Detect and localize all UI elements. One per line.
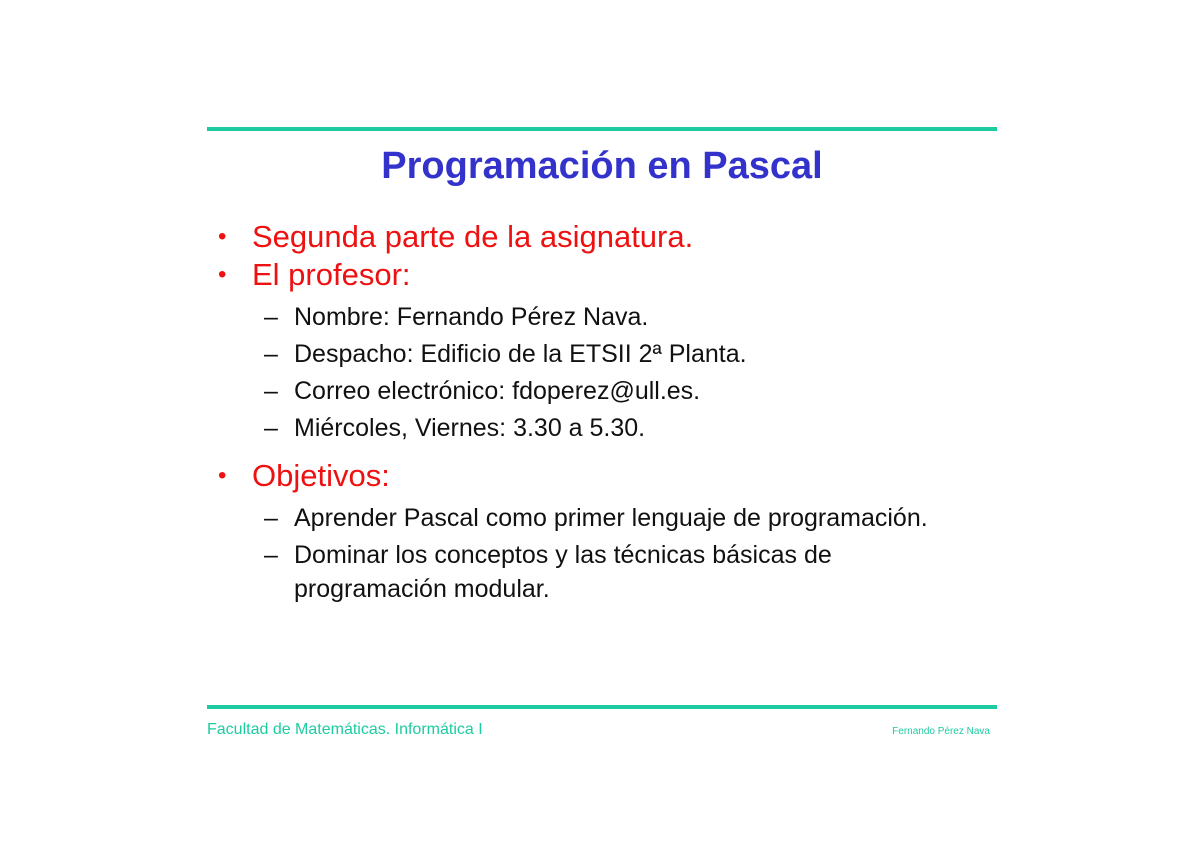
sub-item bbox=[216, 411, 976, 445]
dash-icon: – bbox=[264, 377, 278, 405]
sub-item-text: Nombre: Fernando Pérez Nava. bbox=[294, 303, 649, 331]
footer-author: Fernando Pérez Nava bbox=[892, 726, 990, 737]
slide-content bbox=[216, 218, 976, 609]
sub-item bbox=[216, 538, 854, 606]
sub-item bbox=[216, 300, 976, 334]
bullet-text: El profesor: bbox=[252, 257, 411, 292]
bullet-text: Objetivos: bbox=[252, 458, 390, 493]
bullet-item bbox=[216, 457, 976, 495]
dash-icon: – bbox=[264, 414, 278, 442]
sub-item-text: Correo electrónico: fdoperez@ull.es. bbox=[294, 377, 701, 405]
dash-icon: – bbox=[264, 340, 278, 368]
sub-item-text: Dominar los conceptos y las técnicas básicas de programación modular. bbox=[294, 541, 832, 603]
sub-item-text: Aprender Pascal como primer lenguaje de programación. bbox=[294, 504, 928, 532]
sub-item bbox=[216, 501, 976, 535]
bullet-icon: • bbox=[218, 261, 227, 288]
slide-title: Programación en Pascal bbox=[381, 145, 823, 187]
bullet-icon: • bbox=[218, 462, 227, 489]
bottom-divider bbox=[207, 705, 997, 709]
dash-icon: – bbox=[264, 303, 278, 331]
footer-course: Facultad de Matemáticas. Informática I bbox=[207, 721, 483, 738]
top-divider bbox=[207, 127, 997, 131]
sub-item bbox=[216, 337, 976, 371]
bullet-icon: • bbox=[218, 223, 227, 250]
sub-item-text: Despacho: Edificio de la ETSII 2ª Planta. bbox=[294, 340, 747, 368]
sub-list bbox=[216, 501, 976, 606]
dash-icon: – bbox=[264, 541, 278, 569]
sub-list bbox=[216, 300, 976, 445]
bullet-text: Segunda parte de la asignatura. bbox=[252, 219, 694, 254]
dash-icon: – bbox=[264, 504, 278, 532]
sub-item-text: Miércoles, Viernes: 3.30 a 5.30. bbox=[294, 414, 646, 442]
bullet-item bbox=[216, 256, 976, 294]
sub-item bbox=[216, 374, 976, 408]
bullet-item bbox=[216, 218, 976, 256]
